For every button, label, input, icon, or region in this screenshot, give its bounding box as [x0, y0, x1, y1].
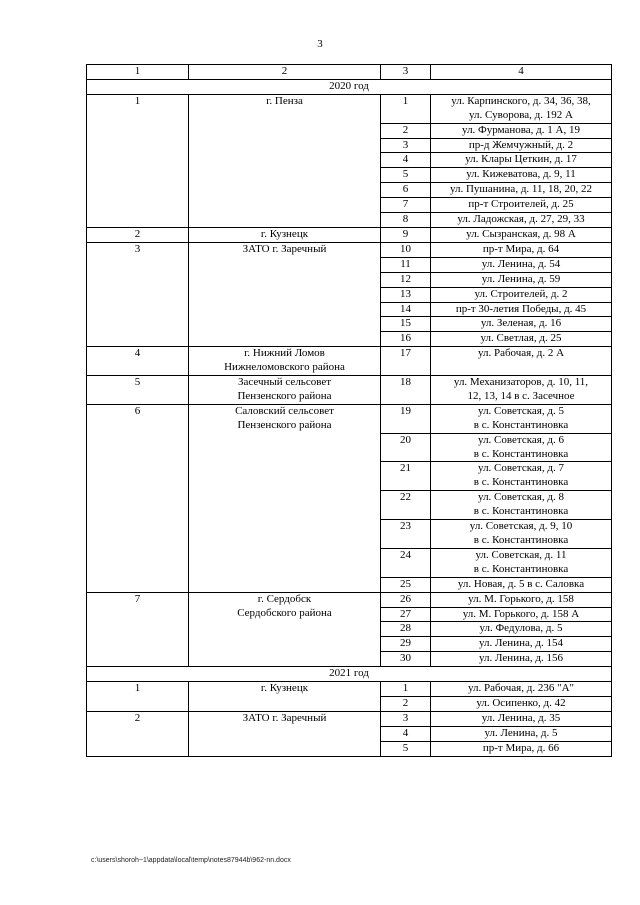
year-heading: 2021 год: [87, 667, 612, 682]
year-row: [87, 79, 612, 94]
address-cell: [431, 242, 612, 257]
table-body: [87, 65, 612, 757]
municipality-name-line: г. Кузнецк: [260, 682, 309, 695]
address-cell: [431, 376, 612, 405]
address-number: 25: [381, 577, 431, 592]
address-cell-line: ул. Кижеватова, д. 9, 11: [466, 168, 576, 181]
address-cell: [431, 637, 612, 652]
address-cell: [431, 711, 612, 726]
table-row: [87, 592, 612, 607]
municipality-name-line: Сердобского района: [237, 606, 332, 619]
address-number: 3: [381, 711, 431, 726]
municipality-number: 3: [87, 242, 189, 346]
address-cell-line: пр-т 30-летия Победы, д. 45: [455, 302, 587, 315]
municipality-name-line: ЗАТО г. Заречный: [242, 711, 327, 724]
address-number: 29: [381, 637, 431, 652]
address-cell-line: ул. Советская, д. 8: [478, 491, 564, 504]
address-cell-line: ул. Ладожская, д. 27, 29, 33: [457, 213, 585, 226]
address-number: 28: [381, 622, 431, 637]
municipality-number: 2: [87, 711, 189, 756]
address-cell-line: ул. Федулова, д. 5: [479, 622, 563, 635]
address-cell: [431, 138, 612, 153]
municipality-name-line: г. Кузнецк: [260, 227, 309, 240]
address-number: 5: [381, 168, 431, 183]
address-cell-line: ул. Ленина, д. 59: [481, 272, 561, 285]
address-cell-line: ул. Пушанина, д. 11, 18, 20, 22: [449, 183, 593, 196]
address-cell: [431, 548, 612, 577]
column-header: 2: [189, 65, 381, 80]
year-row: [87, 667, 612, 682]
address-cell: [431, 198, 612, 213]
address-number: 21: [381, 462, 431, 491]
address-cell: [431, 741, 612, 756]
address-cell-line: ул. Советская, д. 5: [478, 404, 564, 417]
address-cell-line: ул. Ленина, д. 54: [481, 257, 561, 270]
address-cell: [431, 227, 612, 242]
address-cell-line: ул. Рабочая, д. 236 "А": [467, 682, 575, 695]
address-number: 18: [381, 376, 431, 405]
address-cell: [431, 622, 612, 637]
column-header: 3: [381, 65, 431, 80]
address-number: 27: [381, 607, 431, 622]
address-number: 19: [381, 404, 431, 433]
address-number: 8: [381, 213, 431, 228]
address-cell-line: ул. Механизаторов, д. 10, 11,: [453, 376, 589, 389]
address-cell: [431, 168, 612, 183]
address-cell-line: ул. Сызранская, д. 98 А: [466, 227, 576, 240]
table-row: [87, 682, 612, 697]
address-cell: [431, 347, 612, 376]
address-table: [86, 64, 612, 757]
address-cell: [431, 433, 612, 462]
address-number: 2: [381, 696, 431, 711]
address-cell: [431, 696, 612, 711]
address-number: 1: [381, 682, 431, 697]
address-number: 24: [381, 548, 431, 577]
address-cell-line: пр-т Мира, д. 66: [482, 741, 560, 754]
address-number: 3: [381, 138, 431, 153]
municipality-number: 6: [87, 404, 189, 592]
table-row: [87, 376, 612, 405]
address-number: 17: [381, 347, 431, 376]
address-cell: [431, 302, 612, 317]
address-cell: [431, 123, 612, 138]
address-cell-line: ул. Советская, д. 9, 10: [469, 520, 573, 533]
address-cell-line: 12, 13, 14 в с. Засечное: [467, 389, 575, 402]
table-row: [87, 227, 612, 242]
address-number: 10: [381, 242, 431, 257]
municipality-name: [189, 227, 381, 242]
address-cell-line: в с. Константиновка: [473, 534, 569, 546]
municipality-name: [189, 592, 381, 667]
address-cell-line: ул. Рабочая, д. 2 А: [477, 347, 565, 360]
address-cell-line: в с. Константиновка: [473, 562, 569, 575]
address-cell-line: ул. Ленина, д. 35: [481, 711, 561, 724]
header-row: [87, 65, 612, 80]
address-number: 30: [381, 652, 431, 667]
column-header: 1: [87, 65, 189, 80]
address-cell: [431, 257, 612, 272]
address-cell-line: ул. М. Горького, д. 158 А: [462, 607, 580, 620]
municipality-name: [189, 347, 381, 376]
table-row: [87, 347, 612, 376]
municipality-name: [189, 242, 381, 346]
table-row: [87, 242, 612, 257]
municipality-name-line: г. Пенза: [266, 94, 303, 107]
address-number: 2: [381, 123, 431, 138]
address-cell: [431, 183, 612, 198]
page-number: 3: [317, 38, 323, 50]
address-cell-line: ул. Светлая, д. 25: [480, 332, 562, 345]
municipality-name: [189, 376, 381, 405]
address-cell-line: ул. Ленина, д. 154: [479, 637, 563, 650]
address-cell: [431, 577, 612, 592]
address-number: 22: [381, 491, 431, 520]
address-cell-line: ул. Фурманова, д. 1 А, 19: [462, 123, 580, 136]
address-cell-line: ул. Карпинского, д. 34, 36, 38,: [451, 94, 591, 107]
municipality-number: 1: [87, 682, 189, 712]
table-row: [87, 404, 612, 433]
municipality-number: 5: [87, 376, 189, 405]
address-cell-line: ул. Осипенко, д. 42: [476, 696, 566, 709]
address-cell: [431, 607, 612, 622]
municipality-name-line: Нижнеломовского района: [224, 361, 345, 374]
address-cell: [431, 462, 612, 491]
footer-file-path: c:\users\shoroh~1\appdata\local\temp\notes87944b\962-nn.docx: [91, 857, 291, 864]
address-cell: [431, 153, 612, 168]
address-cell-line: ул. Советская, д. 11: [475, 548, 567, 561]
address-cell-line: ул. Зеленая, д. 16: [480, 317, 562, 330]
address-cell: [431, 272, 612, 287]
year-heading: 2020 год: [87, 79, 612, 94]
municipality-number: 4: [87, 347, 189, 376]
municipality-name: [189, 404, 381, 592]
address-number: 13: [381, 287, 431, 302]
address-cell: [431, 491, 612, 520]
address-number: 12: [381, 272, 431, 287]
municipality-name-line: Пензенского района: [237, 418, 332, 431]
address-number: 6: [381, 183, 431, 198]
address-cell-line: в с. Константиновка: [473, 505, 569, 518]
address-number: 5: [381, 741, 431, 756]
address-cell-line: в с. Константиновка: [473, 476, 569, 489]
address-cell-line: пр-д Жемчужный, д. 2: [468, 138, 574, 151]
address-number: 9: [381, 227, 431, 242]
address-cell-line: ул. Ленина, д. 5: [484, 726, 558, 739]
address-number: 4: [381, 153, 431, 168]
address-cell: [431, 520, 612, 549]
address-cell-line: в с. Константиновка: [473, 418, 569, 431]
municipality-number: 7: [87, 592, 189, 667]
address-cell: [431, 726, 612, 741]
municipality-name-line: ЗАТО г. Заречный: [242, 242, 327, 255]
municipality-name: [189, 682, 381, 712]
address-cell-line: пр-т Мира, д. 64: [482, 242, 560, 255]
address-number: 4: [381, 726, 431, 741]
address-number: 23: [381, 520, 431, 549]
table-row: [87, 94, 612, 123]
address-cell-line: в с. Константиновка: [473, 447, 569, 460]
address-number: 16: [381, 332, 431, 347]
address-number: 15: [381, 317, 431, 332]
address-cell-line: ул. Клары Цеткин, д. 17: [465, 153, 577, 166]
address-number: 14: [381, 302, 431, 317]
municipality-name: [189, 711, 381, 756]
address-number: 20: [381, 433, 431, 462]
table-row: [87, 711, 612, 726]
address-cell: [431, 317, 612, 332]
address-cell-line: ул. Суворова, д. 192 А: [469, 108, 573, 121]
address-number: 11: [381, 257, 431, 272]
address-number: 1: [381, 94, 431, 123]
address-cell: [431, 682, 612, 697]
address-cell: [431, 404, 612, 433]
address-number: 7: [381, 198, 431, 213]
address-cell-line: ул. Новая, д. 5 в с. Саловка: [457, 577, 585, 590]
address-cell: [431, 287, 612, 302]
address-cell: [431, 94, 612, 123]
address-cell: [431, 332, 612, 347]
address-cell: [431, 213, 612, 228]
address-cell-line: ул. Ленина, д. 156: [479, 652, 563, 665]
municipality-name-line: Саловский сельсовет: [235, 404, 334, 417]
address-cell: [431, 652, 612, 667]
address-cell-line: ул. М. Горького, д. 158: [468, 592, 574, 605]
municipality-number: 2: [87, 227, 189, 242]
municipality-name-line: Засечный сельсовет: [237, 376, 332, 389]
address-cell: [431, 592, 612, 607]
municipality-name-line: г. Нижний Ломов: [244, 347, 325, 360]
address-number: 26: [381, 592, 431, 607]
address-cell-line: ул. Советская, д. 6: [478, 433, 564, 446]
address-cell-line: пр-т Строителей, д. 25: [468, 198, 574, 211]
municipality-name-line: Пензенского района: [237, 389, 332, 402]
address-cell-line: ул. Советская, д. 7: [478, 462, 564, 475]
municipality-name-line: г. Сердобск: [257, 592, 312, 605]
municipality-number: 1: [87, 94, 189, 227]
address-cell-line: ул. Строителей, д. 2: [474, 287, 568, 300]
column-header: 4: [431, 65, 612, 80]
municipality-name: [189, 94, 381, 227]
